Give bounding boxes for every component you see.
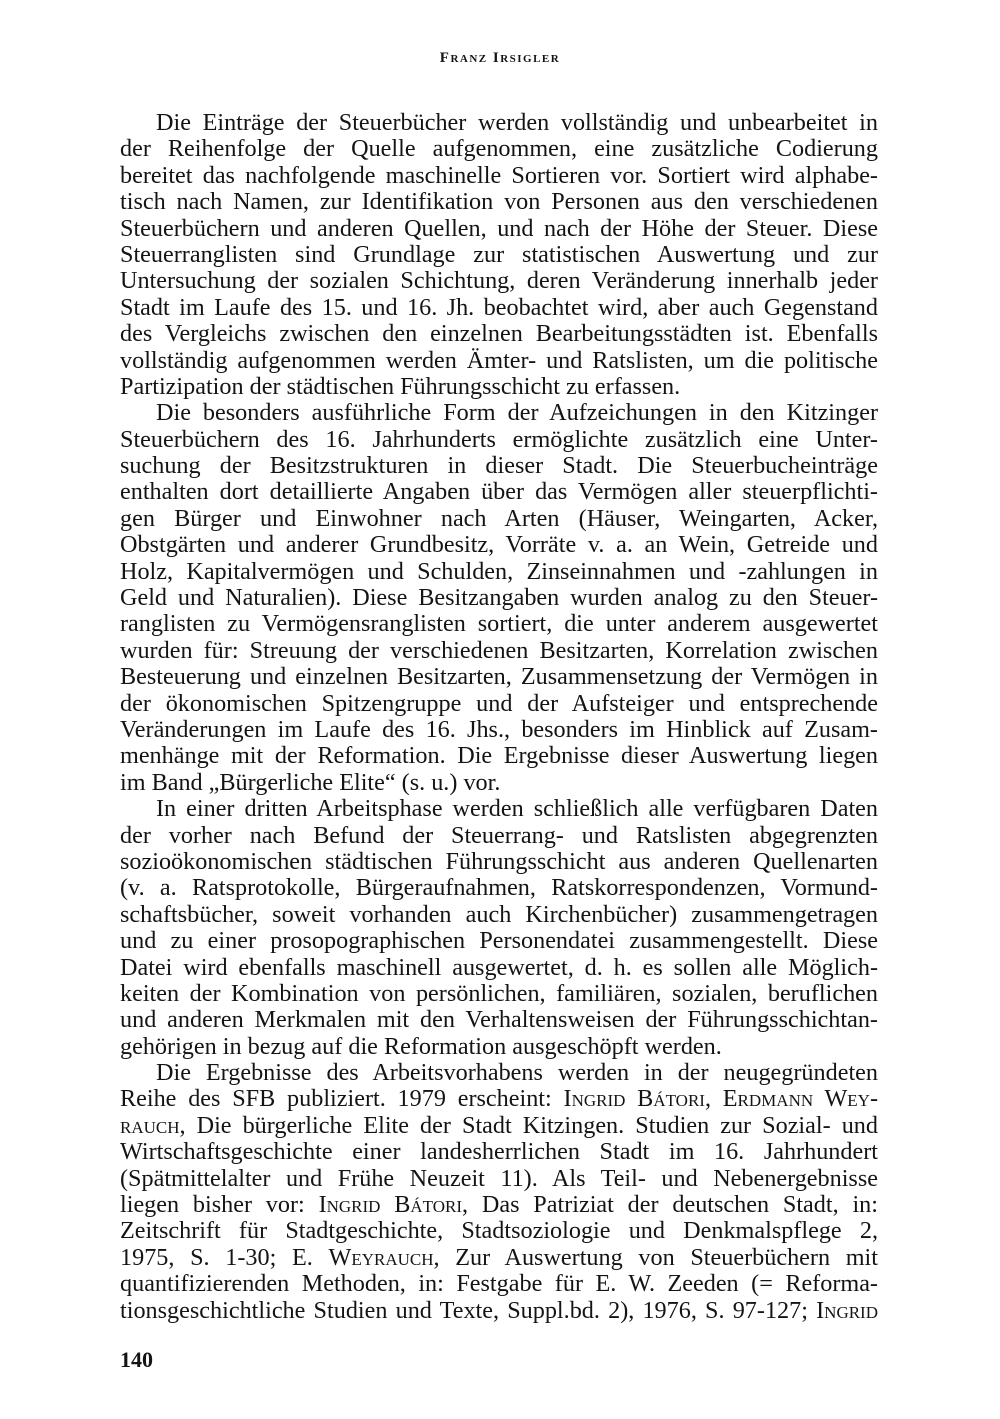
text-line: In einer dritten Arbeitsphase werden schließlich alle verfügbaren Daten — [156, 795, 878, 823]
author-name: rauch — [120, 1111, 180, 1139]
paragraph — [120, 400, 878, 796]
text-line: Die Einträge der Steuerbücher werden vollständig und unbearbeitet in — [156, 109, 878, 136]
text-line: im Band „Bürgerliche Elite“ (s. u.) vor. — [120, 768, 501, 796]
author-name: Ingrid Bátori — [318, 1191, 463, 1219]
text-line: der ökonomischen Spitzengruppe und der Aufsteiger und entsprechende — [120, 689, 878, 717]
text-line: Obstgärten und anderer Grundbesitz, Vorräte v. a. an Wein, Getreide und — [120, 531, 878, 559]
author-name: Erdmann Wey- — [722, 1085, 879, 1113]
author-name: Ingrid Bátori — [563, 1085, 705, 1113]
text-line: schaftsbücher, soweit vorhanden auch Kirchenbücher) zusammengetragen — [120, 900, 878, 928]
text-run: Zeitschrift für Stadtgeschichte, Stadtsoziologie und Denkmalspflege 2, — [120, 1217, 878, 1245]
text-line: und anderen Merkmalen mit den Verhaltensweisen der Führungsschichtan- — [120, 1006, 878, 1034]
text-line: menhänge mit der Reformation. Die Ergebnisse dieser Auswertung liegen — [120, 742, 878, 770]
text-run: , Zur Auswertung von Steuerbüchern mit — [433, 1243, 878, 1271]
text-line: Stadt im Laufe des 15. und 16. Jh. beobachtet wird, aber auch Gegenstand — [120, 293, 878, 321]
text-line: gehörigen in bezug auf die Reformation ausgeschöpft werden. — [120, 1032, 722, 1060]
page-number: 140 — [120, 1347, 153, 1372]
text-line: Veränderungen im Laufe des 16. Jhs., besonders im Hinblick auf Zusam- — [120, 715, 878, 743]
text-run: , Das Patriziat der deutschen Stadt, in: — [462, 1191, 878, 1219]
text-line: gen Bürger und Einwohner nach Arten (Häuser, Weingarten, Acker, — [120, 504, 878, 532]
text-run: , — [704, 1085, 723, 1113]
text-line: enthalten dort detaillierte Angaben über das Vermögen aller steuerpflichti- — [120, 478, 878, 506]
text-line — [120, 1192, 878, 1218]
text-line: Steuerbüchern und anderen Quellen, und nach der Höhe der Steuer. Diese — [120, 214, 878, 242]
text-line: Steuerbüchern des 16. Jahrhunderts ermöglichte zusätzlich eine Unter- — [120, 425, 878, 453]
text-line: wurden für: Streuung der verschiedenen Besitzarten, Korrelation zwischen — [120, 636, 878, 664]
text-line — [120, 1086, 878, 1112]
text-line — [120, 1166, 878, 1192]
author-name: Ingrid — [816, 1296, 878, 1324]
text-run: Die Ergebnisse des Arbeitsvorhabens werden in der neugegründeten — [156, 1059, 878, 1087]
text-line: des Vergleichs zwischen den einzelnen Bearbeitungsstädten ist. Ebenfalls — [120, 320, 878, 348]
text-line: ranglisten zu Vermögensranglisten sortiert, die unter anderem ausgewertet — [120, 610, 878, 638]
text-line — [120, 1139, 878, 1165]
text-line: der vorher nach Befund der Steuerrang- und Ratslisten abgegrenzten — [120, 821, 878, 849]
text-run: tionsgeschichtliche Studien und Texte, Suppl.bd. 2), 1976, S. 97-127; — [120, 1296, 817, 1324]
text-line: Partizipation der städtischen Führungsschicht zu erfassen. — [120, 372, 681, 400]
text-line: vollständig aufgenommen werden Ämter- und Ratslisten, um die politische — [120, 346, 878, 374]
text-line: tisch nach Namen, zur Identifikation von Personen aus den verschiedenen — [120, 188, 878, 216]
text-line: bereitet das nachfolgende maschinelle Sortieren vor. Sortiert wird alphabe- — [120, 161, 878, 189]
text-run: Wirtschaftsgeschichte einer landesherrlichen Stadt im 16. Jahrhundert — [120, 1138, 878, 1166]
paragraph — [120, 796, 878, 1060]
text-line: Die besonders ausführliche Form der Aufzeichungen in den Kitzinger — [156, 399, 878, 427]
text-line: suchung der Besitzstrukturen in dieser Stadt. Die Steuerbucheinträge — [120, 452, 878, 480]
text-run: 1975, S. 1-30; E. — [120, 1243, 329, 1271]
text-line: Geld und Naturalien). Diese Besitzangaben wurden analog zu den Steuer- — [120, 584, 878, 612]
text-run: , Die bürgerliche Elite der Stadt Kitzingen. Studien zur Sozial- und — [179, 1111, 878, 1139]
text-line: Besteuerung und einzelnen Besitzarten, Zusammensetzung der Vermögen in — [120, 663, 878, 691]
text-line: Datei wird ebenfalls maschinell ausgewertet, d. h. es sollen alle Möglich- — [120, 953, 878, 981]
text-line — [120, 1271, 878, 1297]
text-run: (Spätmittelalter und Frühe Neuzeit 11). Als Teil- und Nebenergebnisse — [120, 1164, 878, 1192]
text-line: Untersuchung der sozialen Schichtung, deren Veränderung innerhalb jeder — [120, 267, 878, 295]
text-line: der Reihenfolge der Quelle aufgenommen, eine zusätzliche Codierung — [120, 135, 878, 163]
text-line: Holz, Kapitalvermögen und Schulden, Zinseinnahmen und -zahlungen in — [120, 557, 878, 585]
text-line — [120, 1060, 878, 1086]
text-line — [120, 1245, 878, 1271]
text-line — [120, 1113, 878, 1139]
paragraph — [120, 1060, 878, 1324]
text-line: Steuerranglisten sind Grundlage zur statistischen Auswertung und zur — [120, 240, 878, 268]
body-text — [120, 110, 878, 1324]
text-line — [120, 1218, 878, 1244]
text-line: (v. a. Ratsprotokolle, Bürgeraufnahmen, Ratskorrespondenzen, Vormund- — [120, 874, 878, 902]
paragraph — [120, 110, 878, 400]
text-line: keiten der Kombination von persönlichen, familiären, sozialen, beruflichen — [120, 979, 878, 1007]
author-name: Weyrauch — [328, 1243, 434, 1271]
text-line: und zu einer prosopographischen Personendatei zusammengestellt. Diese — [120, 927, 878, 955]
text-line — [120, 1298, 878, 1324]
text-line: sozioökonomischen städtischen Führungsschicht aus anderen Quellenarten — [120, 847, 878, 875]
text-run: Reihe des SFB publiziert. 1979 erscheint: — [120, 1085, 564, 1113]
text-run: quantifizierenden Methoden, in: Festgabe für E. W. Zeeden (= Reforma- — [120, 1270, 878, 1298]
running-head: Franz Irsigler — [439, 50, 561, 66]
text-run: liegen bisher vor: — [120, 1191, 319, 1219]
